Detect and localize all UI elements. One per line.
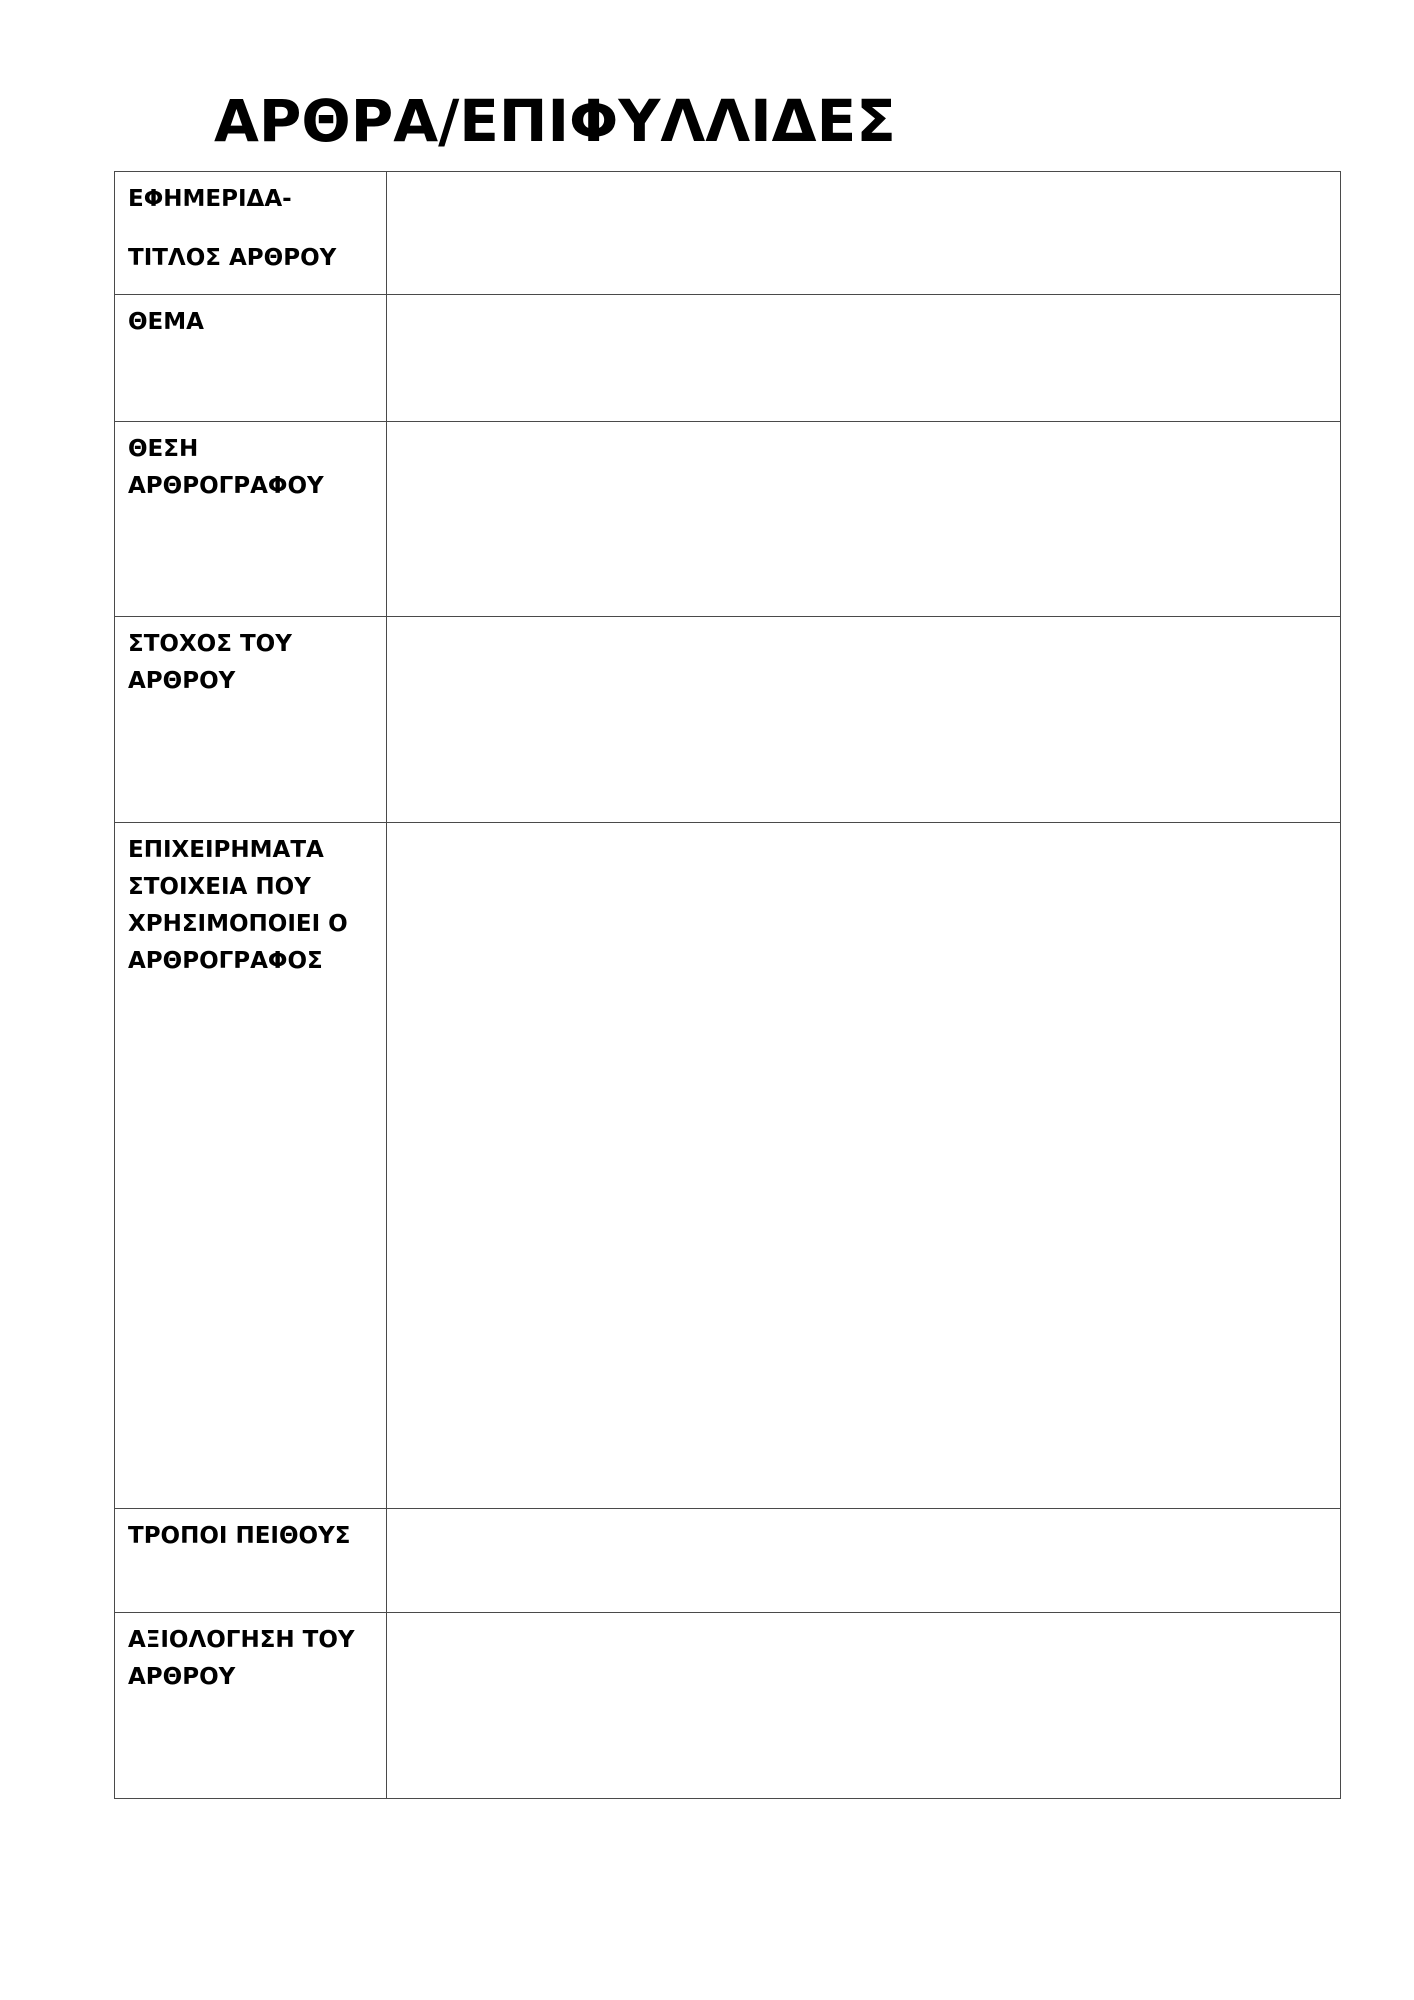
row-label: [115, 172, 386, 277]
table-row-newspaper-title: [115, 172, 1341, 295]
row-label: [115, 823, 386, 980]
row-label-cell: [115, 172, 387, 295]
row-label-line: ΤΡΟΠΟΙ ΠΕΙΘΟΥΣ: [128, 1523, 351, 1549]
table-row-article-evaluation: [115, 1613, 1341, 1799]
row-label: [115, 1613, 386, 1696]
answer-field-arguments[interactable]: [387, 823, 1341, 1509]
table-row-arguments: [115, 823, 1341, 1509]
table-row-persuasion-methods: [115, 1509, 1341, 1613]
row-label-line: ΑΡΘΡΟΓΡΑΦΟΣ: [128, 948, 323, 974]
answer-field-newspaper-title[interactable]: [387, 172, 1341, 295]
answer-field-article-evaluation[interactable]: [387, 1613, 1341, 1799]
row-label-cell: [115, 295, 387, 422]
worksheet-table: [114, 171, 1341, 1799]
row-label: [115, 617, 386, 700]
row-label-line: ΑΡΘΡΟΓΡΑΦΟΥ: [128, 473, 324, 499]
row-label-line: ΑΡΘΡΟΥ: [128, 668, 236, 694]
answer-field-author-position[interactable]: [387, 422, 1341, 617]
row-label-line: ΘΕΜΑ: [128, 309, 204, 335]
answer-field-topic[interactable]: [387, 295, 1341, 422]
row-label-line: ΑΞΙΟΛΟΓΗΣΗ ΤΟΥ: [128, 1627, 355, 1653]
answer-field-persuasion-methods[interactable]: [387, 1509, 1341, 1613]
row-label-line: ΕΠΙΧΕΙΡΗΜΑΤΑ: [128, 837, 324, 863]
row-label-line: ΤΙΤΛΟΣ ΑΡΘΡΟΥ: [128, 245, 337, 271]
row-label-cell: [115, 617, 387, 823]
row-label: [115, 422, 386, 505]
row-label: [115, 1509, 386, 1555]
table-row-topic: [115, 295, 1341, 422]
row-label-cell: [115, 823, 387, 1509]
page-title: ΑΡΘΡΑ/ΕΠΙΦΥΛΛΙΔΕΣ: [214, 87, 896, 155]
row-label-line: ΑΡΘΡΟΥ: [128, 1664, 236, 1690]
row-label-cell: [115, 1613, 387, 1799]
row-label-line: ΣΤΟΙΧΕΙΑ ΠΟΥ: [128, 874, 311, 900]
table-row-author-position: [115, 422, 1341, 617]
row-label-line: ΣΤΟΧΟΣ ΤΟΥ: [128, 631, 292, 657]
table-row-article-goal: [115, 617, 1341, 823]
row-label: [115, 295, 386, 341]
row-label-line: ΧΡΗΣΙΜΟΠΟΙΕΙ Ο: [128, 911, 348, 937]
row-label-line: ΕΦΗΜΕΡΙΔΑ-: [128, 186, 292, 212]
row-label-cell: [115, 1509, 387, 1613]
row-label-cell: [115, 422, 387, 617]
row-label-line: ΘΕΣΗ: [128, 436, 199, 462]
answer-field-article-goal[interactable]: [387, 617, 1341, 823]
